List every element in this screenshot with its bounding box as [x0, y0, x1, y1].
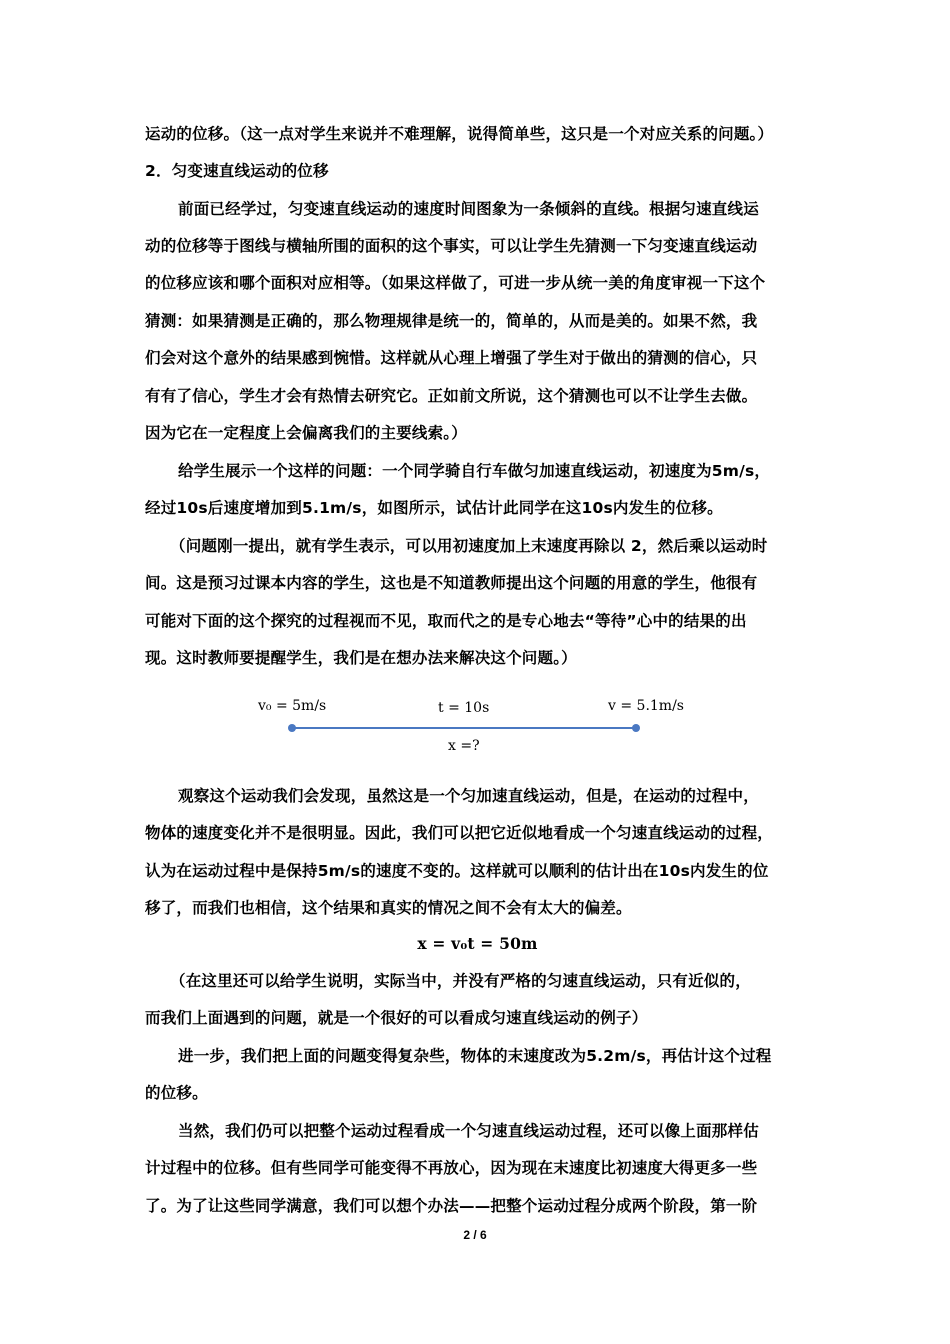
paragraph-line: 因为它在一定程度上会偏离我们的主要线索。）: [145, 424, 467, 442]
paragraph-line: 的位移应该和哪个面积对应相等。（如果这样做了，可进一步从统一美的角度审视一下这个: [145, 274, 766, 292]
paragraph-line: 了。为了让这些同学满意，我们可以想个办法——把整个运动过程分成两个阶段，第一阶: [145, 1197, 758, 1215]
paragraph-line: 猜测：如果猜测是正确的，那么物理规律是统一的，简单的，从而是美的。如果不然，我: [145, 312, 758, 330]
t-label: t = 10s: [438, 700, 490, 716]
paragraph-line: 认为在运动过程中是保持5m/s的速度不变的。这样就可以顺利的估计出在10s内发生的位: [145, 862, 769, 880]
paragraph-line: 运动的位移。（这一点对学生来说并不难理解，说得简单些，这只是一个对应关系的问题。）: [145, 125, 774, 143]
end-point: [632, 724, 640, 732]
paragraph-line: 们会对这个意外的结果感到惋惜。这样就从心理上增强了学生对于做出的猜测的信心，只: [145, 349, 758, 367]
v0-label: v₀ = 5m/s: [258, 698, 327, 714]
paragraph-line: 当然，我们仍可以把整个运动过程看成一个匀速直线运动过程，还可以像上面那样估: [178, 1122, 759, 1140]
paragraph-line: 间。这是预习过课本内容的学生，这也是不知道教师提出这个问题的用意的学生，他很有: [145, 574, 758, 592]
v-label: v = 5.1m/s: [608, 698, 684, 714]
paragraph-line: 有有了信心，学生才会有热情去研究它。正如前文所说，这个猜测也可以不让学生去做。: [145, 387, 758, 405]
paragraph-line: 可能对下面的这个探究的过程视而不见，取而代之的是专心地去“等待”心中的结果的出: [145, 612, 747, 630]
paragraph-line: 前面已经学过，匀变速直线运动的速度时间图象为一条倾斜的直线。根据匀速直线运: [178, 200, 759, 218]
section-heading: 2．匀变速直线运动的位移: [145, 162, 329, 180]
paragraph-line: 现。这时教师要提醒学生，我们是在想办法来解决这个问题。）: [145, 649, 577, 667]
paragraph-line: （在这里还可以给学生说明，实际当中，并没有严格的匀速直线运动，只有近似的，: [170, 972, 751, 990]
paragraph-line: （问题刚一提出，就有学生表示，可以用初速度加上末速度再除以 2，然后乘以运动时: [170, 537, 768, 555]
paragraph-line: 给学生展示一个这样的问题：一个同学骑自行车做匀加速直线运动，初速度为5m/s，: [178, 462, 771, 480]
paragraph-line: 移了，而我们也相信，这个结果和真实的情况之间不会有太大的偏差。: [145, 899, 632, 917]
paragraph-line: 计过程中的位移。但有些同学可能变得不再放心，因为现在末速度比初速度大得更多一些: [145, 1159, 758, 1177]
paragraph-line: 经过10s后速度增加到5.1m/s，如图所示，试估计此同学在这10s内发生的位移。: [145, 499, 723, 517]
x-label: x =?: [448, 738, 480, 754]
start-point: [288, 724, 296, 732]
paragraph-line: 观察这个运动我们会发现，虽然这是一个匀加速直线运动，但是，在运动的过程中，: [178, 787, 759, 805]
paragraph-line: 动的位移等于图线与横轴所围的面积的这个事实，可以让学生先猜测一下匀变速直线运动: [145, 237, 758, 255]
paragraph-line: 而我们上面遇到的问题，就是一个很好的可以看成匀速直线运动的例子）: [145, 1009, 648, 1027]
formula: x = v₀t = 50m: [417, 934, 538, 953]
motion-diagram: [250, 688, 700, 760]
paragraph-line: 物体的速度变化并不是很明显。因此，我们可以把它近似地看成一个匀速直线运动的过程，: [145, 824, 774, 842]
paragraph-line: 进一步，我们把上面的问题变得复杂些，物体的末速度改为5.2m/s，再估计这个过程: [178, 1047, 772, 1065]
page-number: 2 / 6: [463, 1228, 487, 1242]
paragraph-line: 的位移。: [145, 1084, 208, 1102]
